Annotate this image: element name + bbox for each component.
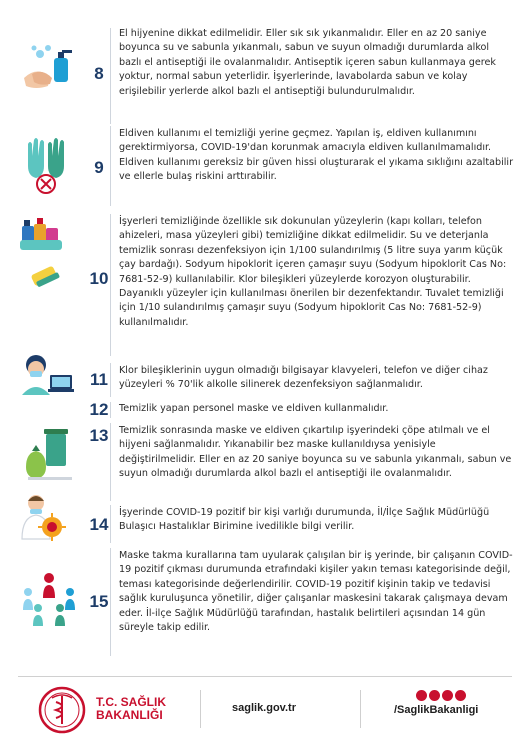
divider [110, 548, 111, 656]
divider [110, 214, 111, 356]
item-text: İşyerleri temizliğinde özellikle sık dokunulan yüzeylerin (kapı kolları, telefon ahizeleri, masa yüzeyleri gibi) temizliğine dikkat edilmelidir. Su ve deterjanla temizlik sonrası dezenfeksiyon için 1/100 sulandırılmış (5 litre suya yarım küçük çay bardağı). Sodyum hipoklorit içeren çamaşır suyu (Sodyum hipoklorit Cas No: 7681-52-9) kullanılabilir. Klor bileşikleri yüzeylerde korozyon oluşturabilir. Dayanıklı yüzeyler için kullanılması önerilen bir dezenfektandır. Tuvalet temizliği için 1/10 sulandırılmış çamaşır suyu (Sodyum hipoklorit Cas No: 7681-52-9) kullanılmalıdır. [119, 216, 507, 328]
item-number: 11 [90, 370, 108, 389]
guideline-item-13 [18, 421, 513, 501]
footer-separator [360, 690, 361, 728]
item-number: 15 [89, 592, 109, 611]
ministry-logo-icon [38, 686, 86, 739]
item-number: 8 [94, 64, 104, 83]
item-text: Temizlik yapan personel maske ve eldiven kullanmalıdır. [119, 403, 389, 414]
divider [110, 402, 111, 418]
item-text: İşyerinde COVID-19 pozitif bir kişi varlığı durumunda, İl/İlçe Sağlık Müdürlüğü Bulaşıcı Hastalıklar Birimine ivedilikle bilgi verilir. [119, 507, 490, 533]
divider [110, 126, 111, 206]
trash-bin-icon [18, 427, 80, 492]
guideline-item-15 [18, 546, 513, 656]
item-text: Eldiven kullanımı el temizliği yerine geçmez. Yapılan iş, eldiven kullanımını gerektirmiyorsa, COVID-19'dan korunmak amacıyla eldiven kullanılmamalıdır. Eldiven kullanımı gereksiz bir güven hissi oluşturarak el yıkama sıklığını azaltabilir ve ellerle bulaş riskini arttırabilir. [119, 128, 514, 183]
guideline-item-8 [18, 24, 513, 122]
computer-user-icon [18, 349, 80, 404]
item-text: Maske takma kurallarına tam uyularak çalışılan bir iş yerinde, bir çalışanın COVID-19 pozitif çıkması durumunda etrafındaki kişiler yakın teması kategorisinde değil, teması kategorisinde değerlendirilir. COVID-19 pozitif kişinin takip ve tedavisi sağlık kuruluşunca yönetilir, diğer çalışanlar maskesini takarak çalışmaya devam eder. İl-ilçe Sağlık Müdürlüğü tarafından, hastalık belirtileri açısından 14 gün süreyle takip edilir. [119, 550, 513, 634]
people-contact-icon [18, 570, 80, 631]
doctor-virus-icon [18, 491, 80, 552]
item-number: 10 [89, 269, 109, 288]
ministry-name [96, 696, 166, 722]
footer-divider [18, 676, 512, 677]
handwashing-icon [18, 44, 80, 109]
divider [110, 28, 111, 124]
gloves-icon [18, 136, 80, 203]
guideline-item-11 [18, 361, 513, 397]
website-link[interactable]: saglik.gov.tr [232, 702, 296, 714]
divider [110, 505, 111, 543]
item-text: El hijyenine dikkat edilmelidir. Eller sık sık yıkanmalıdır. Eller en az 20 saniye boyunca su ve sabunla yıkanmalı, sabun ve suyun olmadığı durumlarda alkol bazlı el antiseptiği ile ovalanmalıdır. Antiseptik içeren sabun kullanmaya gerek yoktur, normal sabun yeterlidir. İşyerlerinde, lavabolarda sabun ve kolay erişilebilir yerlerde alkol bazlı el antiseptiği bulundurulmalıdır. [119, 28, 496, 97]
facebook-icon[interactable] [416, 690, 427, 701]
guideline-item-14 [18, 503, 513, 545]
footer-separator [200, 690, 201, 728]
twitter-icon[interactable] [455, 690, 466, 701]
social-handle[interactable]: /SaglikBakanligi [394, 704, 479, 716]
guideline-item-12 [18, 400, 513, 418]
item-text: Klor bileşiklerinin uygun olmadığı bilgisayar klavyeleri, telefon ve diğer cihaz yüzeyleri % 70'lik alkolle silinerek dezenfeksiyon sağlanmalıdır. [119, 365, 488, 391]
item-number: 13 [89, 426, 109, 445]
item-number: 9 [94, 158, 104, 177]
item-text: Temizlik sonrasında maske ve eldiven çıkartılıp işyerindeki çöpe atılmalı ve el hijyeni sağlanmalıdır. Yıkanabilir bez maske kullanıldıysa yenisiyle değiştirilmelidir. Eller en az 20 saniye boyunca su ve sabunla yıkanmalı, sabun ve suyun olmadığı durumlarda alkol bazlı el antiseptiği ile ovalanmalıdır. [119, 425, 512, 480]
item-number: 14 [89, 515, 109, 534]
guideline-item-9 [18, 124, 513, 209]
footer [0, 680, 530, 740]
divider [110, 423, 111, 501]
youtube-icon[interactable] [442, 690, 453, 701]
cleaning-supplies-icon [18, 212, 80, 307]
item-number: 12 [89, 400, 109, 419]
instagram-icon[interactable] [429, 690, 440, 701]
divider [110, 363, 111, 397]
guideline-item-10 [18, 212, 513, 358]
ministry-line-2: BAKANLIĞI [96, 708, 163, 722]
ministry-line-1: T.C. SAĞLIK [96, 695, 167, 709]
